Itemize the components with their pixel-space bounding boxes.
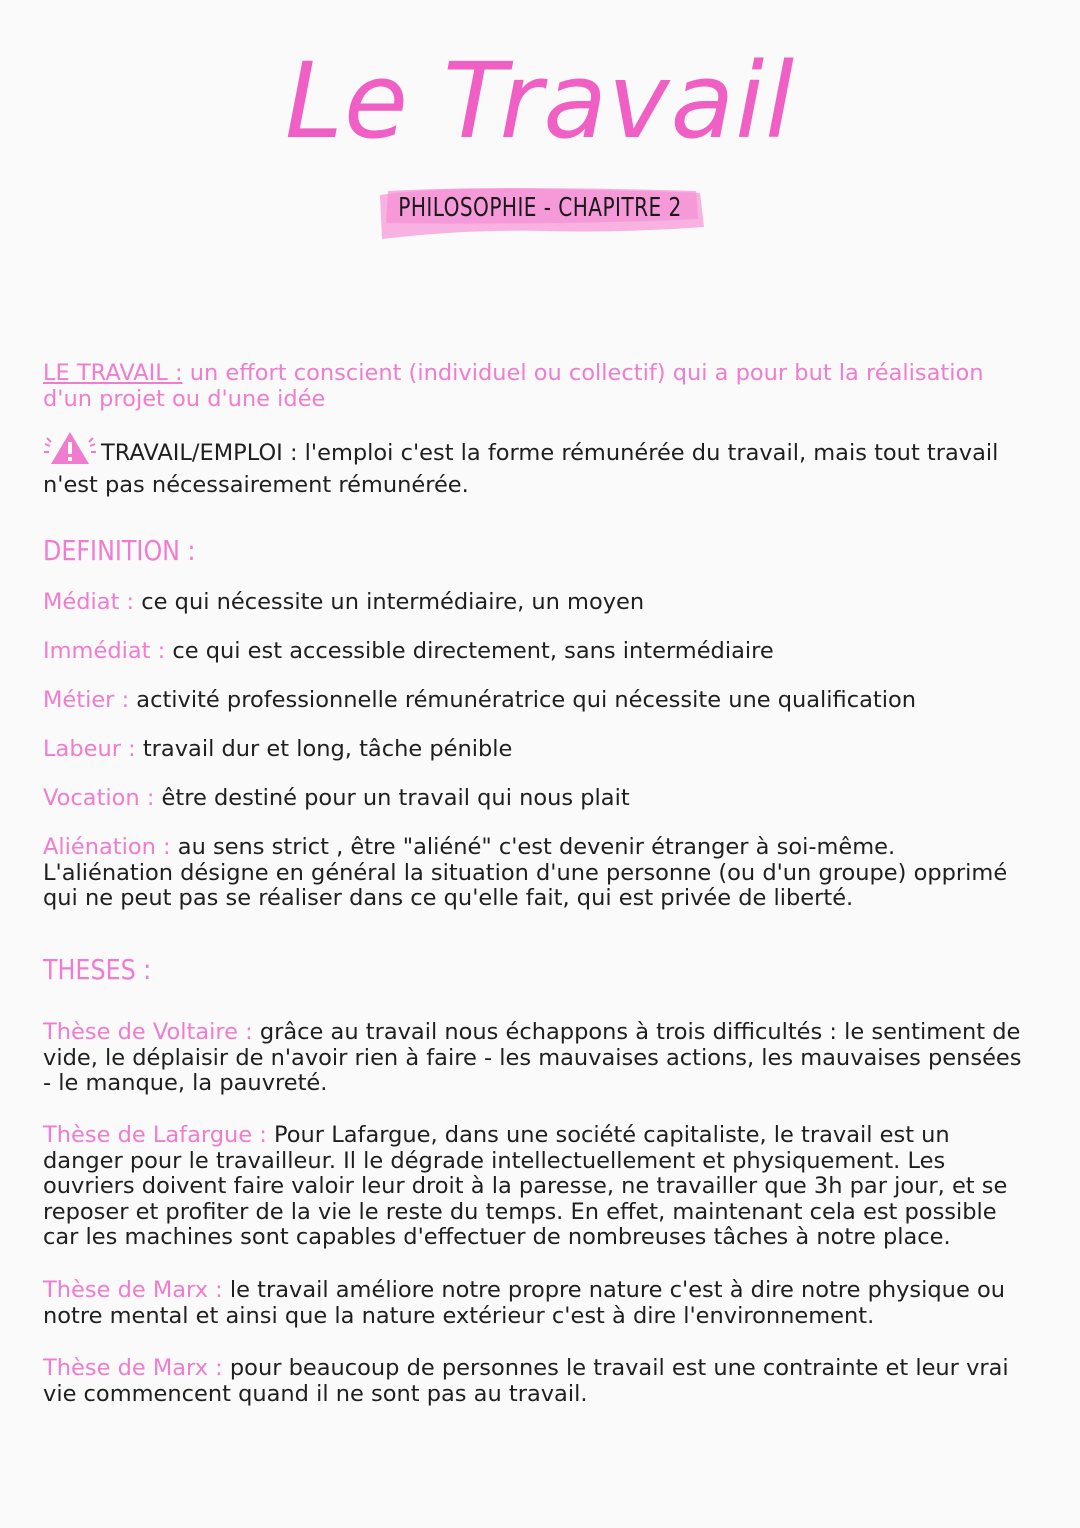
definition-item xyxy=(43,737,1028,763)
intro-text: un effort conscient (individuel ou collectif) qui a pour but la réalisation d'un projet ou d'une idée xyxy=(43,360,984,412)
definition-term: Métier : xyxy=(43,687,130,713)
thesis-text: le travail améliore notre propre nature c'est à dire notre physique ou notre mental et ainsi que la nature extérieur c'est à dire l'environnement. xyxy=(43,1277,1005,1329)
thesis-text: pour beaucoup de personnes le travail est une contrainte et leur vrai vie commencent quand il ne sont pas au travail. xyxy=(43,1355,1009,1407)
thesis-text: grâce au travail nous échappons à trois difficultés : le sentiment de vide, le déplaisir de n'avoir rien à faire - les mauvaises actions, les mauvaises pensées - le manque, la pauvreté. xyxy=(43,1019,1022,1096)
definition-item xyxy=(43,688,1028,714)
definition-term: Labeur : xyxy=(43,736,136,762)
definition-item xyxy=(43,835,1028,912)
chapter-label: PHILOSOPHIE - CHAPITRE 2 xyxy=(398,193,682,223)
definition-item xyxy=(43,639,1028,665)
thesis-term: Thèse de Lafargue : xyxy=(43,1122,267,1148)
definition-text: activité professionnelle rémunératrice qui nécessite une qualification xyxy=(129,687,916,713)
intro-paragraph xyxy=(43,361,1028,412)
warning-paragraph xyxy=(43,430,1028,498)
warning-icon xyxy=(43,430,97,473)
definition-text: ce qui est accessible directement, sans intermédiaire xyxy=(165,638,774,664)
definition-text: être destiné pour un travail qui nous plait xyxy=(154,785,630,811)
definition-term: Vocation : xyxy=(43,785,155,811)
definition-term: Immédiat : xyxy=(43,638,166,664)
thesis-term: Thèse de Voltaire : xyxy=(43,1019,253,1045)
intro-term: LE TRAVAIL : xyxy=(43,360,183,386)
definition-text: travail dur et long, tâche pénible xyxy=(135,736,513,762)
definition-heading: DEFINITION : xyxy=(43,534,196,567)
chapter-badge xyxy=(374,183,706,243)
warning-text: : l'emploi c'est la forme rémunérée du travail, mais tout travail n'est pas nécessairement rémunérée. xyxy=(43,440,999,498)
definition-item xyxy=(43,590,1028,616)
thesis-item xyxy=(43,1278,1028,1329)
theses-heading: THESES : xyxy=(43,953,152,986)
definition-term: Aliénation : xyxy=(43,834,171,860)
thesis-item xyxy=(43,1356,1028,1407)
thesis-item xyxy=(43,1020,1028,1097)
thesis-item xyxy=(43,1123,1028,1251)
warning-label: TRAVAIL/EMPLOI xyxy=(101,440,283,466)
definition-term: Médiat : xyxy=(43,589,135,615)
definition-text: ce qui nécessite un intermédiaire, un moyen xyxy=(134,589,645,615)
thesis-term: Thèse de Marx : xyxy=(43,1277,223,1303)
definition-item xyxy=(43,786,1028,812)
page-title: Le Travail xyxy=(285,40,795,162)
definition-text: au sens strict , être "aliéné" c'est devenir étranger à soi-même. L'aliénation désigne en général la situation d'une personne (ou d'un groupe) opprimé qui ne peut pas se réaliser dans ce qu'elle fait, qui est privée de liberté. xyxy=(43,834,1008,911)
thesis-text: Pour Lafargue, dans une société capitaliste, le travail est un danger pour le travailleur. Il le dégrade intellectuellement et physiquement. Les ouvriers doivent faire valoir leur droit à la paresse, ne travailler que 3h par jour, et se reposer et profiter de la vie le reste du temps. En effet, maintenant cela est possible car les machines sont capables d'effectuer de nombreuses tâches à notre place. xyxy=(43,1122,1008,1250)
thesis-term: Thèse de Marx : xyxy=(43,1355,223,1381)
